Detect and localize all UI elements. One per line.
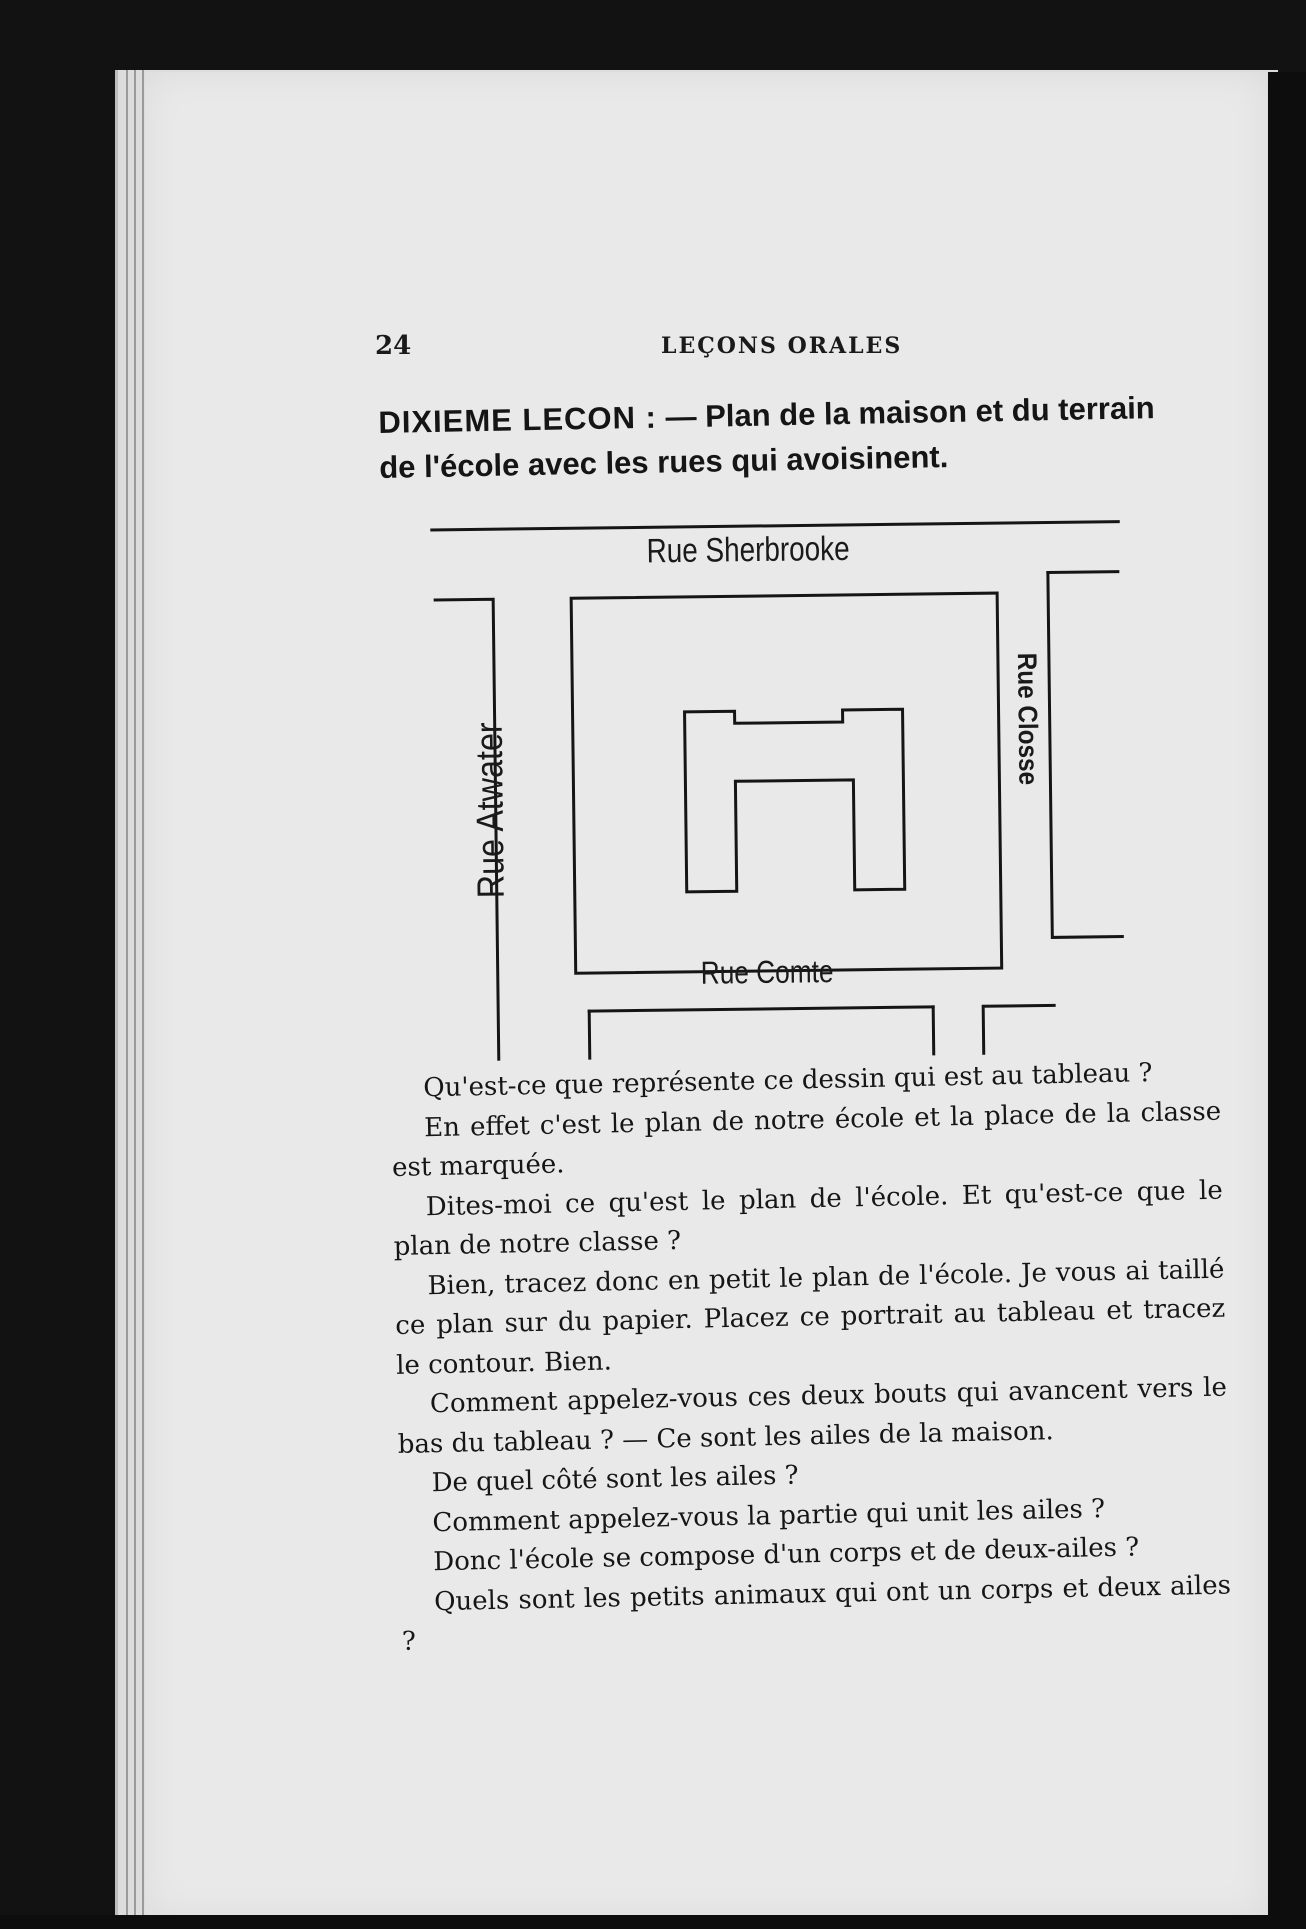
running-head bbox=[375, 331, 1175, 371]
comte-east-curb bbox=[983, 1005, 1055, 1053]
paragraph: En effet c'est le plan de notre école et la place de la classe est marquée. bbox=[391, 1096, 1222, 1183]
closse-east-curb-top bbox=[1048, 572, 1118, 573]
school-lot-outline bbox=[571, 593, 1002, 973]
street-label-sherbrooke: Rue Sherbrooke bbox=[646, 529, 850, 571]
street-label-atwater: Rue Atwater bbox=[468, 722, 513, 899]
street-label-closse: Rue Closse bbox=[1011, 652, 1044, 786]
comte-block-right bbox=[933, 1007, 934, 1054]
school-plan bbox=[430, 496, 1147, 1065]
street-label-comte: Rue Comte bbox=[700, 953, 834, 991]
paragraph: Comment appelez-vous la partie qui unit les ailes ? bbox=[432, 1493, 1106, 1538]
lesson-body bbox=[390, 1053, 1232, 1663]
lesson-title: — Plan de la maison et du terrain de l'école avec les rues qui avoisinent. bbox=[378, 390, 1155, 485]
lesson-heading bbox=[378, 384, 1200, 490]
scan-shadow-bottom bbox=[0, 1915, 1306, 1929]
paragraph: Dites-moi ce qu'est le plan de l'école. Et qu'est-ce que le plan de notre classe ? bbox=[393, 1175, 1224, 1262]
paragraph: Bien, tracez donc en petit le plan de l'école. Je vous ai taillé ce plan sur du papier. Placez ce portrait au tableau et tracez le contour. Bien. bbox=[395, 1254, 1226, 1381]
page-number: 24 bbox=[375, 331, 412, 361]
page-edge bbox=[142, 70, 144, 1920]
lesson-label: DIXIEME LECON : bbox=[378, 399, 658, 440]
paragraph: Donc l'école se compose d'un corps et de deux-ailes ? bbox=[433, 1532, 1140, 1578]
scan-shadow-right bbox=[1268, 72, 1306, 1929]
comte-block-left bbox=[589, 1011, 590, 1058]
paragraph: Quels sont les petits animaux qui ont un corps et deux ailes ? bbox=[401, 1570, 1232, 1657]
closse-east-curb bbox=[1048, 572, 1122, 938]
running-title: LEÇONS ORALES bbox=[661, 333, 903, 359]
school-building-outline bbox=[685, 709, 905, 892]
comte-block-top bbox=[589, 1007, 933, 1011]
top-rule-line bbox=[430, 522, 1118, 530]
paragraph: Comment appelez-vous ces deux bouts qui avancent vers le bas du tableau ? — Ce sont les ailes de la maison. bbox=[397, 1372, 1228, 1460]
paragraph: De quel côté sont les ailes ? bbox=[431, 1460, 799, 1499]
page-edge bbox=[134, 70, 136, 1920]
page-edge bbox=[126, 70, 128, 1920]
paragraph: Qu'est-ce que représente ce dessin qui est au tableau ? bbox=[423, 1058, 1153, 1104]
